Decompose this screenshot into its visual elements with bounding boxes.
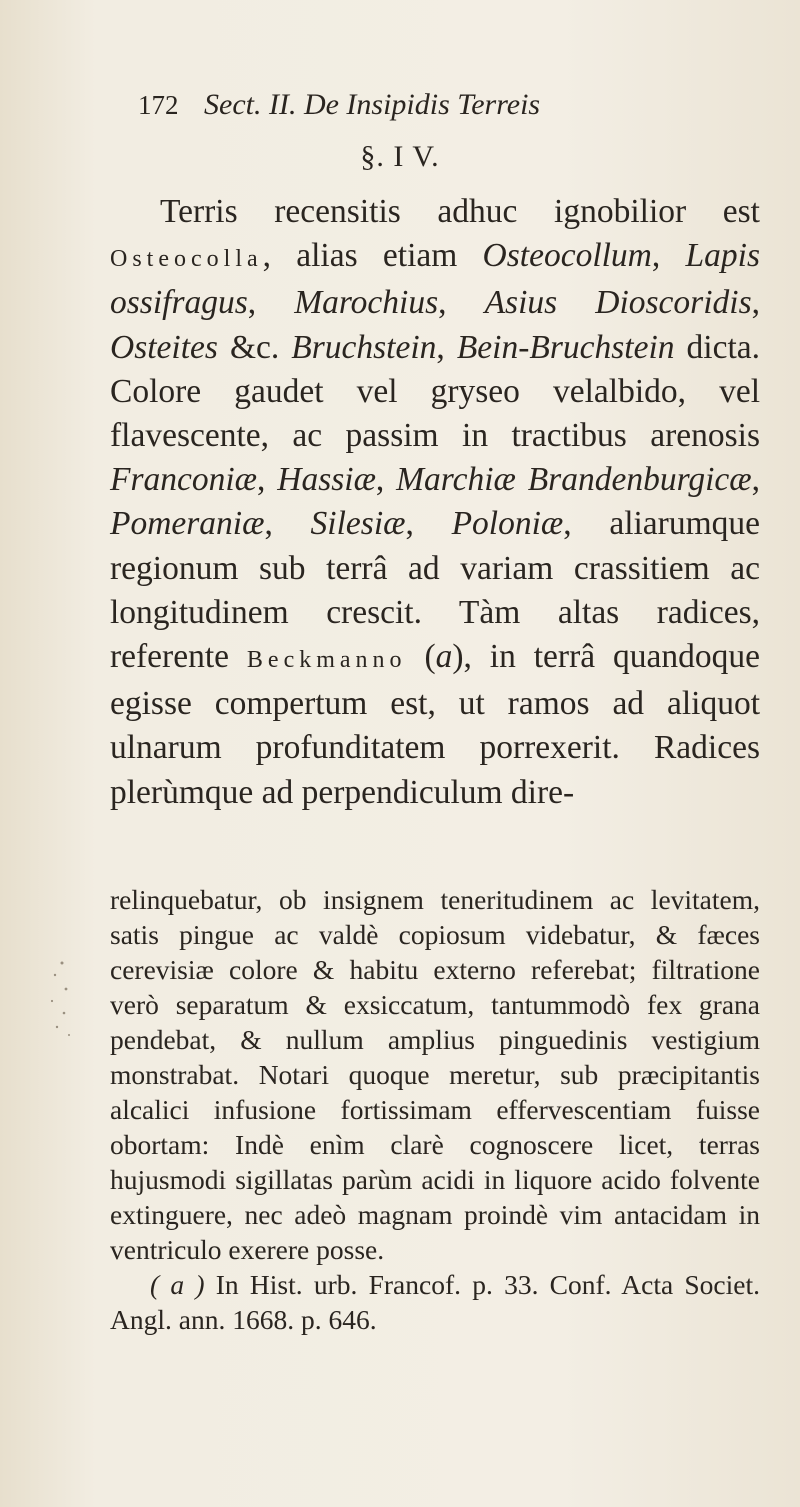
paragraph: Terris recensitis adhuc ignobilior est Osteocolla, alias etiam Osteocollum, Lapis ossifragus, Marochius, Asius Dioscoridis, Osteites &c. Bruchstein, Bein-Bruchstein dicta. Colore gaudet vel gryseo velalbido, vel flavescente, ac passim in tractibus arenosis Franconiæ, Hassiæ, Marchiæ Brandenburgicæ, Pomeraniæ, Silesiæ, Poloniæ, aliarumque regionum sub terrâ ad variam crassitiem ac longitudinem crescit. Tàm altas radices, referente Beckmanno (a), in terrâ quandoque egisse compertum est, ut ramos ad aliquot ulnarum profunditatem porrexerit. Radices plerùmque ad perpendiculum dire- bbox=[110, 193, 761, 811]
small-caps-author: Beckmanno bbox=[246, 647, 407, 674]
continued-note: relinquebatur, ob insignem teneritudinem ac levitatem, satis pingue ac valdè copiosum videbatur, & fæces cerevisiæ colore & habitu externo referebat; filtratione verò separatum & exsiccatum, tantummodò fex grana pendebat, & nullum amplius pinguedinis vestigium monstrabat. Notari quoque meretur, sub præcipitantis alcalici infusione fortissimam effervescentiam fuisse obortam: Indè enìm clarè cognoscere licet, terras hujusmodi sigillatas parùm acidi in liquore acido folvente extinguere, nec adeò magnam proindè vim antacidam in ventriculo exerere posse. bbox=[110, 884, 760, 1265]
footnote-text: In Hist. urb. Francof. p. 33. Conf. Acta Societ. Angl. ann. 1668. p. 646. bbox=[110, 1269, 760, 1335]
small-caps-name: Osteocolla bbox=[110, 246, 263, 273]
section-heading: §. I V. bbox=[360, 140, 440, 173]
notes-block bbox=[110, 882, 760, 1337]
running-title: Sect. II. De Insipidis Terreis bbox=[204, 88, 541, 121]
paper-stain bbox=[40, 955, 80, 1045]
running-header bbox=[138, 88, 698, 122]
page-number: 172 bbox=[138, 90, 179, 120]
stain-marks bbox=[40, 955, 80, 1045]
footnote-ref: a bbox=[435, 638, 453, 676]
main-paragraph bbox=[110, 190, 760, 815]
footnote-mark: ( a ) bbox=[150, 1269, 205, 1300]
footnote bbox=[110, 1267, 760, 1337]
